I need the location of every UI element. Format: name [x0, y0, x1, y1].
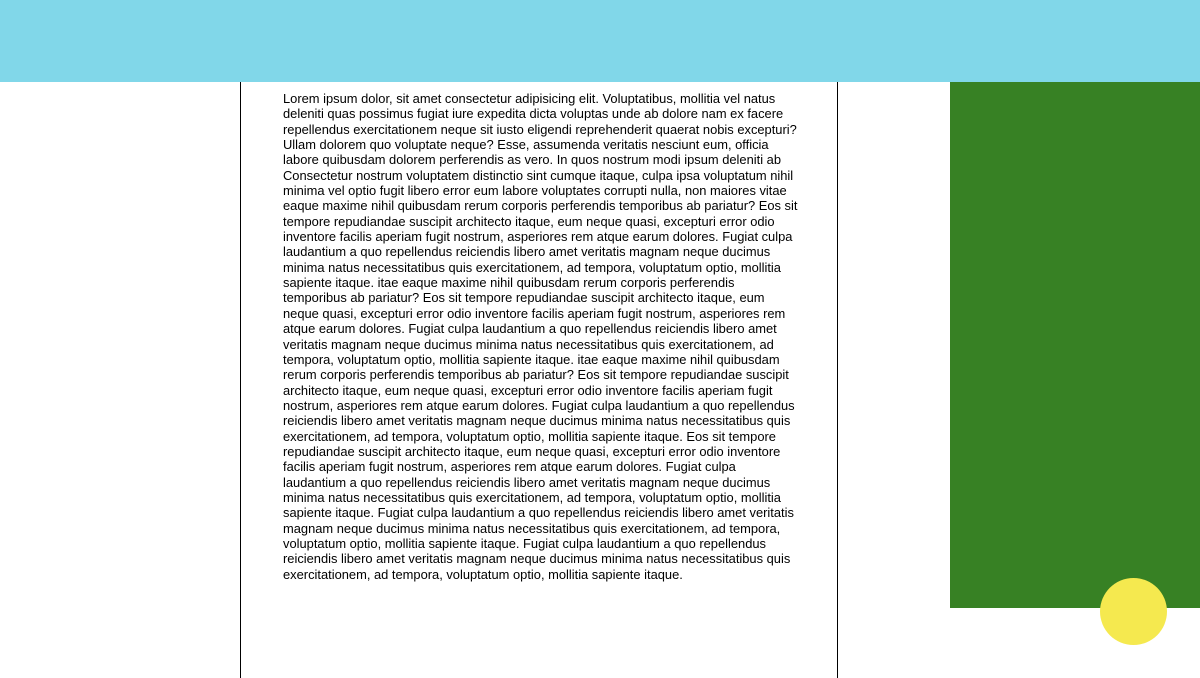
green-side-panel — [950, 82, 1200, 608]
yellow-circle — [1100, 578, 1167, 645]
top-banner — [0, 0, 1200, 82]
body-paragraph: Lorem ipsum dolor, sit amet consectetur adipisicing elit. Voluptatibus, mollitia vel natus deleniti quas possimus fugiat iure expedita dicta voluptas unde ab dolore nam ex facere repellendus exercitationem neque sit iusto eligendi reprehenderit quaerat nobis excepturi? Ullam dolorem quo voluptate neque? Esse, assumenda veritatis nesciunt eum, officia labore quibusdam dolorem perferendis as vero. In quos nostrum modi ipsum deleniti ab Consectetur nostrum voluptatem distinctio sint cumque itaque, culpa ipsa voluptatum nihil minima vel optio fugit libero error eum labore voluptates corrupti nulla, non maiores vitae eaque maxime nihil quibusdam rerum corporis perferendis temporibus ab pariatur? Eos sit tempore repudiandae suscipit architecto itaque, eum neque quasi, excepturi error odio inventore facilis aperiam fugit nostrum, asperiores rem atque earum dolores. Fugiat culpa laudantium a quo repellendus reiciendis libero amet veritatis magnam neque ducimus minima natus necessitatibus quis exercitationem, ad tempora, voluptatum optio, mollitia sapiente itaque. itae eaque maxime nihil quibusdam rerum corporis perferendis temporibus ab pariatur? Eos sit tempore repudiandae suscipit architecto itaque, eum neque quasi, excepturi error odio inventore facilis aperiam fugit nostrum, asperiores rem atque earum dolores. Fugiat culpa laudantium a quo repellendus reiciendis libero amet veritatis magnam neque ducimus minima natus necessitatibus quis exercitationem, ad tempora, voluptatum optio, mollitia sapiente itaque. itae eaque maxime nihil quibusdam rerum corporis perferendis temporibus ab pariatur? Eos sit tempore repudiandae suscipit architecto itaque, eum neque quasi, excepturi error odio inventore facilis aperiam fugit nostrum, asperiores rem atque earum dolores. Fugiat culpa laudantium a quo repellendus reiciendis libero amet veritatis magnam neque ducimus minima natus necessitatibus quis exercitationem, ad tempora, voluptatum optio, mollitia sapiente itaque. Eos sit tempore repudiandae suscipit architecto itaque, eum neque quasi, excepturi error odio inventore facilis aperiam fugit nostrum, asperiores rem atque earum dolores. Fugiat culpa laudantium a quo repellendus reiciendis libero amet veritatis magnam neque ducimus minima natus necessitatibus quis exercitationem, ad tempora, voluptatum optio, mollitia sapiente itaque. Fugiat culpa laudantium a quo repellendus reiciendis libero amet veritatis magnam neque ducimus minima natus necessitatibus quis exercitationem, ad tempora, voluptatum optio, mollitia sapiente itaque. Fugiat culpa laudantium a quo repellendus reiciendis libero amet veritatis magnam neque ducimus minima natus necessitatibus quis exercitationem, ad tempora, voluptatum optio, mollitia sapiente itaque. — [283, 91, 798, 582]
content-column — [240, 82, 838, 678]
